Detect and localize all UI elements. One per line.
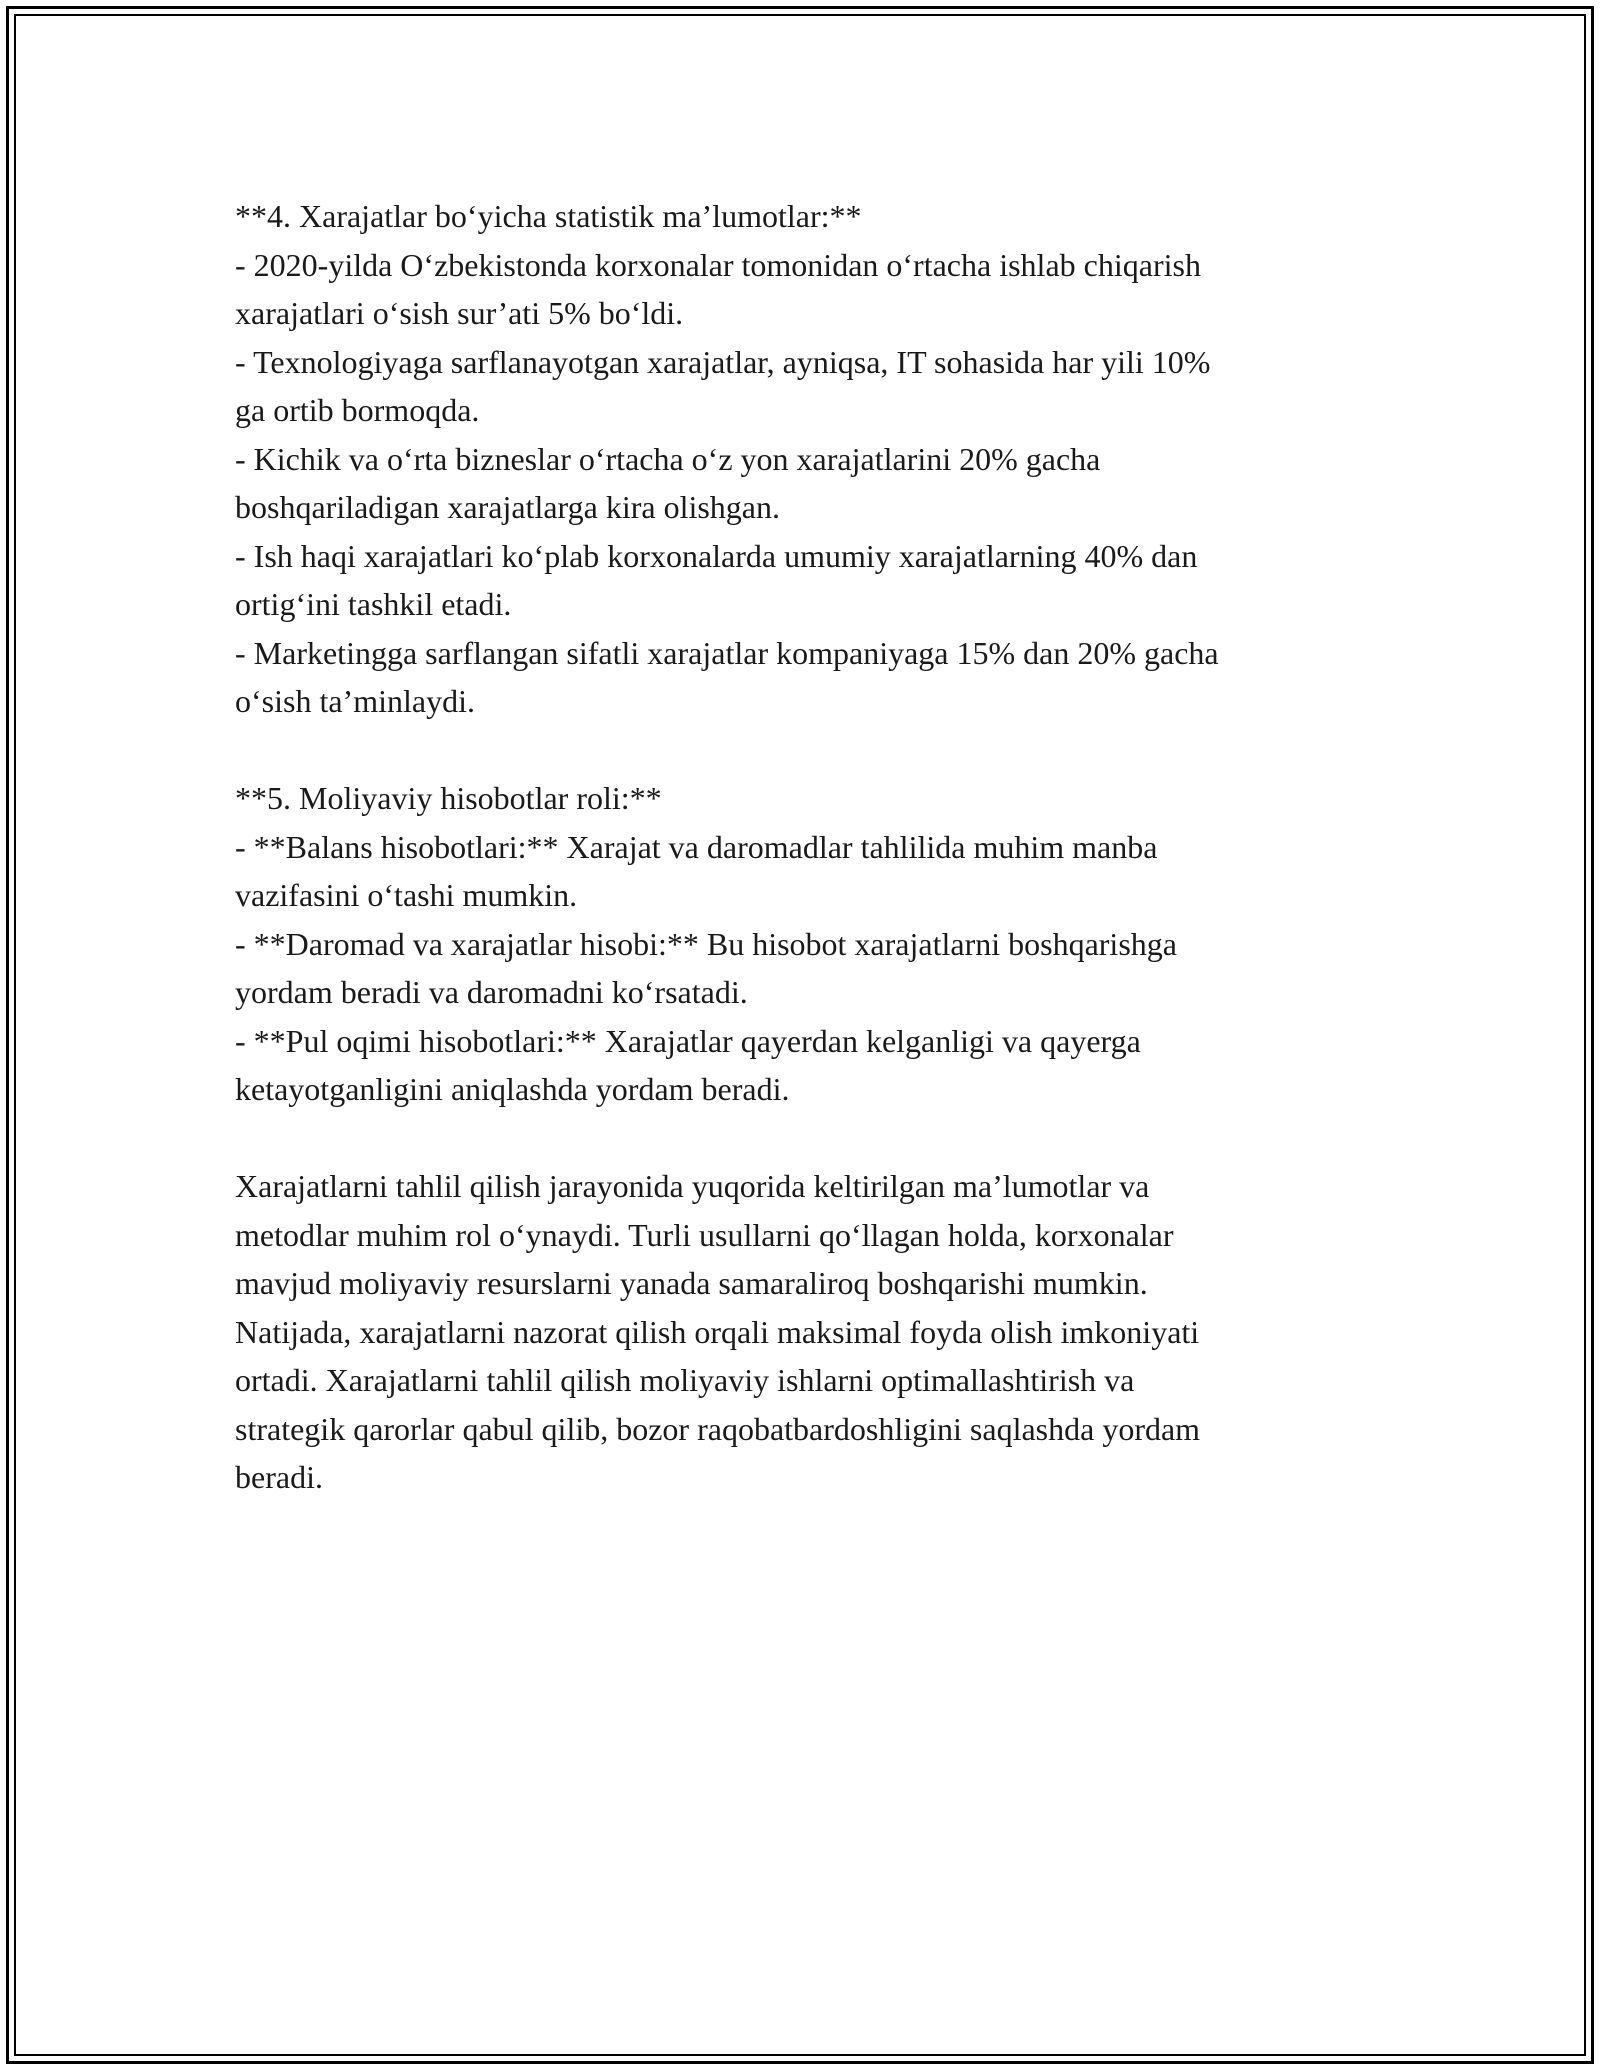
paragraph-spacer bbox=[235, 726, 1385, 775]
text-line: ga ortib bormoqda. bbox=[235, 392, 480, 428]
conclusion-paragraph bbox=[235, 1162, 1385, 1502]
text-line: ortig‘ini tashkil etadi. bbox=[235, 586, 512, 622]
text-line: boshqariladigan xarajatlarga kira olishgan. bbox=[235, 489, 780, 525]
text-line: - Marketingga sarflangan sifatli xarajatlar kompaniyaga 15% dan 20% gacha bbox=[235, 634, 1219, 671]
text-line: - 2020-yilda O‘zbekistonda korxonalar tomonidan o‘rtacha ishlab chiqarish bbox=[235, 246, 1201, 283]
document-body bbox=[235, 192, 1385, 1502]
text-line: - **Pul oqimi hisobotlari:** Xarajatlar qayerdan kelganligi va qayerga bbox=[235, 1022, 1141, 1059]
text-line: vazifasini o‘tashi mumkin. bbox=[235, 877, 578, 913]
text-line: beradi. bbox=[235, 1459, 323, 1495]
text-line: yordam beradi va daromadni ko‘rsatadi. bbox=[235, 974, 748, 1010]
section-heading: **4. Xarajatlar bo‘yicha statistik ma’lumotlar:** bbox=[235, 198, 862, 234]
text-line: - **Balans hisobotlari:** Xarajat va daromadlar tahlilida muhim manba bbox=[235, 828, 1158, 865]
text-line: metodlar muhim rol o‘ynaydi. Turli usullarni qo‘llagan holda, korxonalar bbox=[235, 1216, 1174, 1253]
text-line: - **Daromad va xarajatlar hisobi:** Bu hisobot xarajatlarni boshqarishga bbox=[235, 925, 1177, 962]
text-line: xarajatlari o‘sish sur’ati 5% bo‘ldi. bbox=[235, 295, 684, 331]
text-line: - Texnologiyaga sarflanayotgan xarajatlar, ayniqsa, IT sohasida har yili 10% bbox=[235, 343, 1211, 380]
paragraph-spacer bbox=[235, 1114, 1385, 1163]
text-line: ortadi. Xarajatlarni tahlil qilish moliyaviy ishlarni optimallashtirish va bbox=[235, 1362, 1135, 1398]
text-line: o‘sish ta’minlaydi. bbox=[235, 683, 475, 719]
section-financial-reports bbox=[235, 774, 1385, 1114]
text-line: - Kichik va o‘rta bizneslar o‘rtacha o‘z yon xarajatlarini 20% gacha bbox=[235, 440, 1101, 477]
text-line: Xarajatlarni tahlil qilish jarayonida yuqorida keltirilgan ma’lumotlar va bbox=[235, 1168, 1150, 1204]
text-line: mavjud moliyaviy resurslarni yanada samaraliroq boshqarishi mumkin. bbox=[235, 1265, 1148, 1301]
section-statistics bbox=[235, 192, 1385, 726]
text-line: - Ish haqi xarajatlari ko‘plab korxonalarda umumiy xarajatlarning 40% dan bbox=[235, 537, 1198, 574]
text-line: Natijada, xarajatlarni nazorat qilish orqali maksimal foyda olish imkoniyati bbox=[235, 1313, 1200, 1350]
section-heading: **5. Moliyaviy hisobotlar roli:** bbox=[235, 780, 662, 816]
text-line: ketayotganligini aniqlashda yordam beradi. bbox=[235, 1071, 790, 1107]
text-line: strategik qarorlar qabul qilib, bozor raqobatbardoshligini saqlashda yordam bbox=[235, 1410, 1201, 1447]
